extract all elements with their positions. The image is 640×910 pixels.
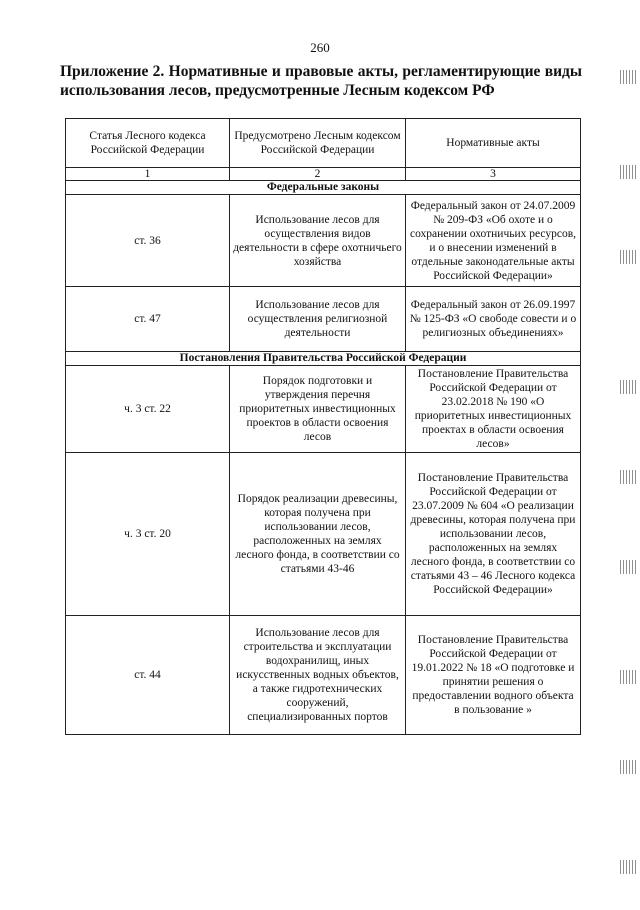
scan-edge-marks <box>618 0 640 910</box>
table-row <box>66 287 581 352</box>
page-number: 260 <box>310 40 330 55</box>
article-cell: ч. 3 ст. 20 <box>66 453 230 616</box>
header-article: Статья Лесного кодекса Российской Федерации <box>66 119 230 168</box>
act-cell: Постановление Правительства Российской Федерации от 23.02.2018 № 190 «О приоритетных инвестиционных проектах в области освоения лесов» <box>406 366 581 453</box>
scan-mark <box>620 760 638 774</box>
normative-acts-table <box>65 118 581 735</box>
column-numbers-row <box>66 168 581 181</box>
column-number: 2 <box>230 168 406 181</box>
table-row <box>66 195 581 287</box>
table-row <box>66 453 581 616</box>
act-cell: Федеральный закон от 24.07.2009 № 209-ФЗ «Об охоте и о сохранении охотничьих ресурсов, и о внесении изменений в отдельные законодательные акты Российской Федерации» <box>406 195 581 287</box>
article-cell: ст. 44 <box>66 616 230 735</box>
act-cell: Постановление Правительства Российской Федерации от 23.07.2009 № 604 «О реализации древесины, которая получена при использовании лесов, расположенных на землях лесного фонда, в соответствии со статьями 43 – 46 Лесного кодекса Российской Федерации» <box>406 453 581 616</box>
scan-mark <box>620 70 638 84</box>
section-title: Постановления Правительства Российской Федерации <box>66 352 581 366</box>
article-cell: ч. 3 ст. 22 <box>66 366 230 453</box>
provision-cell: Использование лесов для строительства и эксплуатации водохранилищ, иных искусственных водных объектов, а также гидротехнических сооружений, специализированных портов <box>230 616 406 735</box>
column-number: 1 <box>66 168 230 181</box>
header-acts: Нормативные акты <box>406 119 581 168</box>
header-provision: Предусмотрено Лесным кодексом Российской Федерации <box>230 119 406 168</box>
scan-mark <box>620 380 638 394</box>
provision-cell: Использование лесов для осуществления видов деятельности в сфере охотничьего хозяйства <box>230 195 406 287</box>
scan-mark <box>620 250 638 264</box>
scan-mark <box>620 670 638 684</box>
table-header-row <box>66 119 581 168</box>
article-cell: ст. 47 <box>66 287 230 352</box>
section-title: Федеральные законы <box>66 181 581 195</box>
section-row-government-decrees <box>66 352 581 366</box>
section-row-federal-laws <box>66 181 581 195</box>
scan-mark <box>620 165 638 179</box>
scan-mark <box>620 560 638 574</box>
provision-cell: Использование лесов для осуществления религиозной деятельности <box>230 287 406 352</box>
table-row <box>66 366 581 453</box>
act-cell: Постановление Правительства Российской Федерации от 19.01.2022 № 18 «О подготовке и принятии решения о предоставлении водного объекта в пользование » <box>406 616 581 735</box>
table-row <box>66 616 581 735</box>
act-cell: Федеральный закон от 26.09.1997 № 125-ФЗ «О свободе совести и о религиозных объединениях» <box>406 287 581 352</box>
column-number: 3 <box>406 168 581 181</box>
article-cell: ст. 36 <box>66 195 230 287</box>
scan-mark <box>620 470 638 484</box>
scan-mark <box>620 860 638 874</box>
appendix-title: Приложение 2. Нормативные и правовые акты, регламентирующие виды использования лесов, предусмотренные Лесным кодексом РФ <box>60 63 582 99</box>
provision-cell: Порядок реализации древесины, которая получена при использовании лесов, расположенных на землях лесного фонда, в соответствии со статьями 43-46 <box>230 453 406 616</box>
provision-cell: Порядок подготовки и утверждения перечня приоритетных инвестиционных проектов в области освоения лесов <box>230 366 406 453</box>
